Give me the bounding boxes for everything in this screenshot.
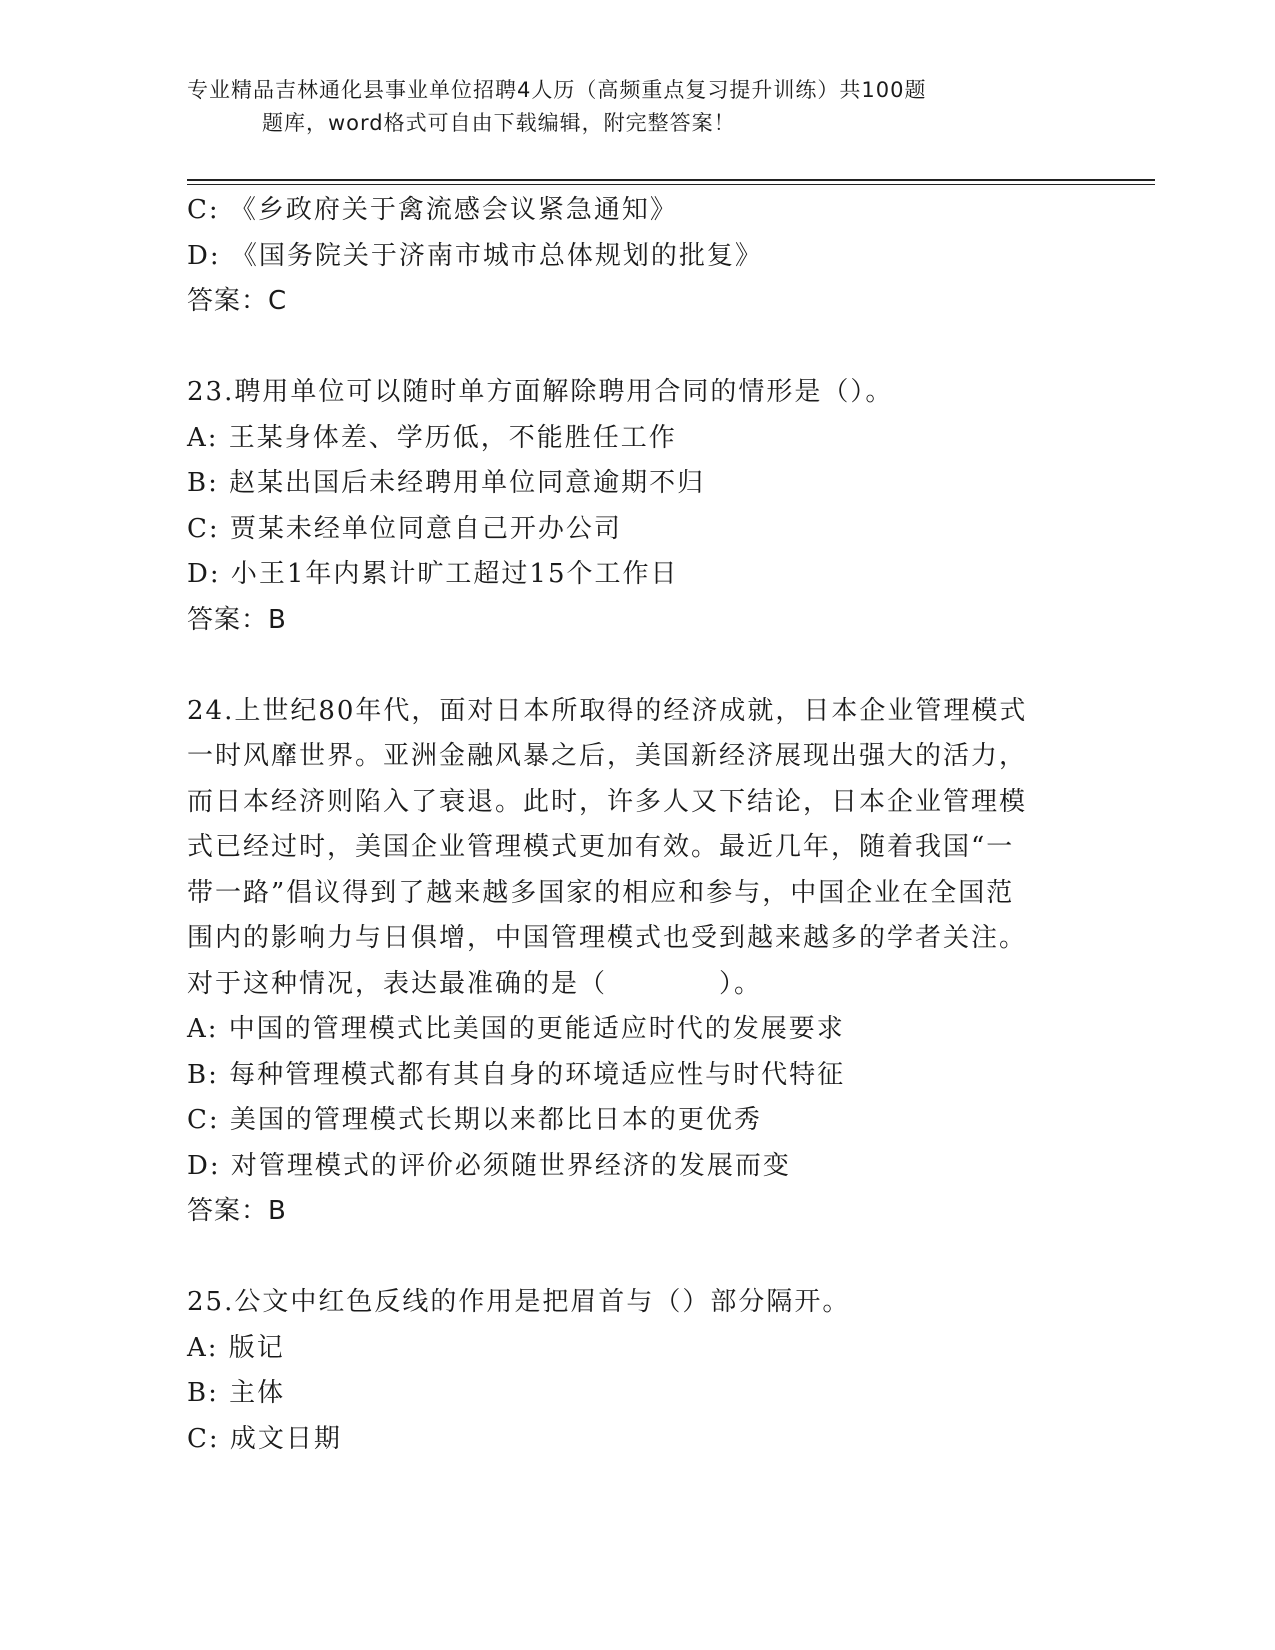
question-list — [187, 188, 1067, 1462]
q25-option-a: A: 版记 — [187, 1332, 285, 1363]
q23-option-b: B: 赵某出国后未经聘用单位同意逾期不归 — [187, 468, 706, 498]
q24-stem-line: 式已经过时，美国企业管理模式更加有效。最近几年，随着我国“一 — [187, 832, 1015, 862]
q24-answer: 答案：B — [187, 1196, 287, 1226]
spacer — [187, 1235, 1067, 1281]
q23-stem: 23.聘用单位可以随时单方面解除聘用合同的情形是（）。 — [187, 377, 894, 407]
q23-answer: 答案：B — [187, 604, 287, 635]
q24-stem-line: 一时风靡世界。亚洲金融风暴之后，美国新经济展现出强大的活力， — [187, 741, 1028, 771]
q24-option-c: C: 美国的管理模式长期以来都比日本的更优秀 — [187, 1105, 762, 1135]
q24-stem-line: 24.上世纪80年代，面对日本所取得的经济成就，日本企业管理模式 — [187, 695, 1028, 726]
q24-option-a: A: 中国的管理模式比美国的更能适应时代的发展要求 — [187, 1014, 845, 1044]
spacer — [187, 325, 1067, 371]
q22-answer: 答案：C — [187, 286, 288, 316]
q25-option-c: C: 成文日期 — [187, 1423, 342, 1454]
q22-option-d: D: 《国务院关于济南市城市总体规划的批复》 — [187, 240, 763, 271]
header-divider-thick — [187, 179, 1155, 181]
q25-option-b: B: 主体 — [187, 1378, 286, 1408]
q23-option-c: C: 贾某未经单位同意自己开办公司 — [187, 513, 622, 544]
spacer — [187, 643, 1067, 689]
q24-stem-line: 对于这种情况，表达最准确的是（ ）。 — [187, 968, 763, 999]
q24-stem-line: 而日本经济则陷入了衰退。此时，许多人又下结论，日本企业管理模 — [187, 786, 1028, 817]
q24-option-b: B: 每种管理模式都有其自身的环境适应性与时代特征 — [187, 1059, 846, 1090]
q25-stem: 25.公文中红色反线的作用是把眉首与（）部分隔开。 — [187, 1287, 851, 1317]
header-title-line-1: 专业精品吉林通化县事业单位招聘4人历（高频重点复习提升训练）共100题 — [187, 78, 927, 102]
header-title-line-2: 题库，word格式可自由下载编辑，附完整答案！ — [262, 111, 736, 135]
q23-option-a: A: 王某身体差、学历低，不能胜任工作 — [187, 422, 677, 453]
q23-option-d: D: 小王1年内累计旷工超过15个工作日 — [187, 559, 679, 589]
q24-stem — [187, 689, 1057, 1008]
q24-stem-line: 带一路”倡议得到了越来越多国家的相应和参与，中国企业在全国范 — [187, 877, 1015, 908]
header-divider-thin — [187, 184, 1155, 185]
q24-stem-line: 围内的影响力与日俱增，中国管理模式也受到越来越多的学者关注。 — [187, 923, 1028, 953]
q22-option-c: C: 《乡政府关于禽流感会议紧急通知》 — [187, 195, 678, 225]
document-header — [187, 74, 1067, 140]
q24-option-d: D: 对管理模式的评价必须随世界经济的发展而变 — [187, 1150, 791, 1181]
